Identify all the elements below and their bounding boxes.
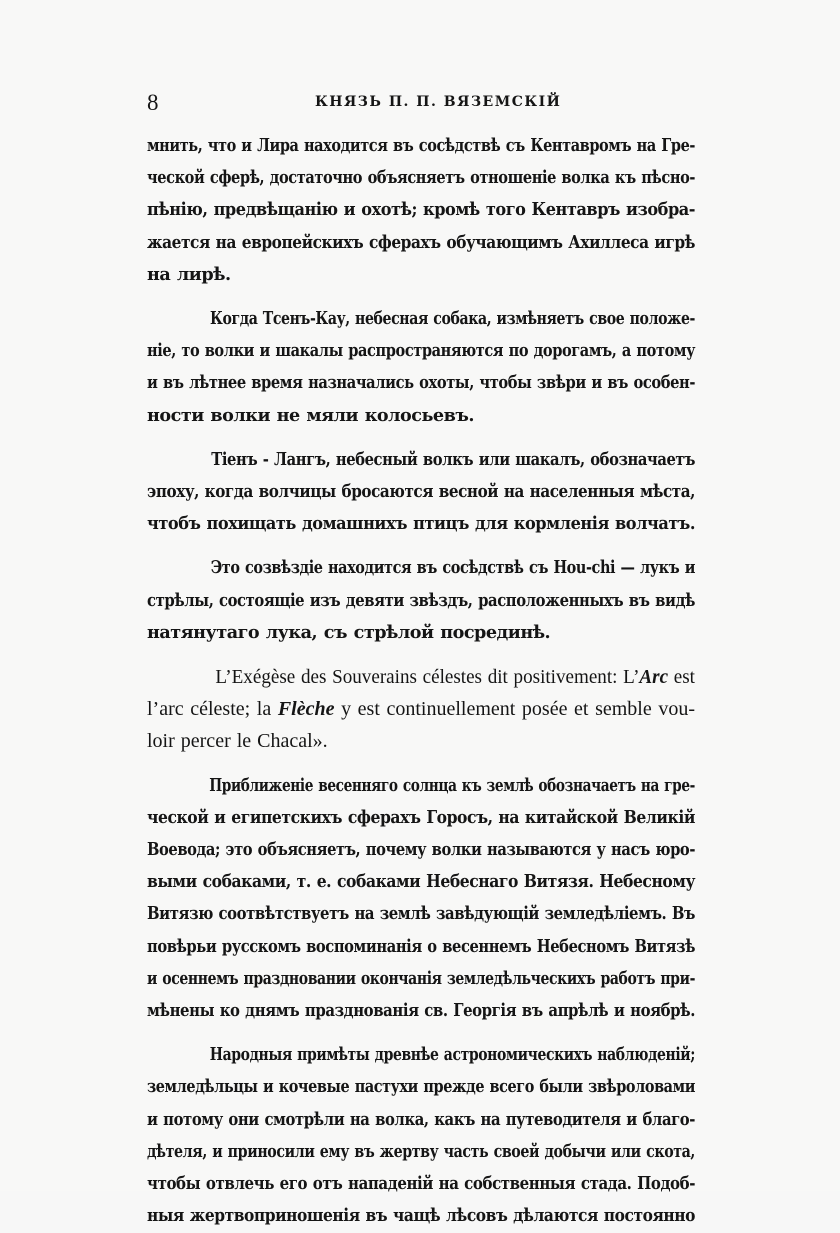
text-segment: l’arc céleste; la: [147, 698, 278, 721]
text-line: Когда Тсенъ-Кау, небесная собака, измѣняетъ свое положе-: [210, 308, 695, 330]
text-line: Это созвѣздіе находится въ сосѣдствѣ съ Hou-chi — лукъ и: [210, 557, 695, 579]
paragraph: [147, 130, 695, 291]
text-line: земледѣльцы и кочевые пастухи прежде всего были звѣроловами: [147, 1076, 696, 1098]
italic-term: Arc: [639, 666, 669, 689]
text-segment: est: [668, 666, 695, 689]
text-line: мнить, что и Лира находится въ сосѣдствѣ съ Кентавромъ на Гре-: [147, 135, 696, 156]
text-line: дѣтеля, и приносили ему въ жертву часть своей добычи или скота,: [147, 1140, 695, 1162]
text-line: повѣрьи русскомъ воспоминанія о весеннемъ Небесномъ Витязѣ: [147, 935, 695, 957]
page-number: 8: [147, 90, 159, 115]
text-line: Воевода; это объясняетъ, почему волки называются у насъ юро-: [147, 839, 696, 861]
text-line: [147, 725, 695, 757]
text-line: на лирѣ.: [147, 263, 231, 285]
text-line: пѣнію, предвѣщанію и охотѣ; кромѣ того Кентавръ изобра-: [147, 199, 696, 221]
page-header: [147, 90, 695, 120]
text-line: жается на европейскихъ сферахъ обучающимъ Ахиллеса игрѣ: [147, 231, 696, 253]
text-line: Народныя примѣты древнѣе астрономическихъ наблюденій;: [209, 1044, 696, 1066]
text-line: Витязю соотвѣтствуетъ на землѣ завѣдующій земледѣліемъ. Въ: [147, 903, 696, 925]
text-line: чтобъ похищать домашнихъ птицъ для кормленія волчатъ.: [147, 513, 695, 535]
text-line: [147, 661, 695, 693]
paragraph-gap: [147, 649, 695, 661]
paragraph: [147, 770, 695, 1028]
text-line: [147, 693, 695, 725]
paragraph-gap: [147, 1027, 695, 1039]
text-line: Приближеніе весенняго солнца къ землѣ обозначаетъ на гре-: [209, 774, 695, 796]
text-line: стрѣлы, состоящіе изъ девяти звѣздъ, расположенныхъ въ видѣ: [147, 589, 696, 611]
text-line: ческой и египетскихъ сферахъ Горосъ, на китайской Великій: [147, 806, 695, 828]
text-line: эпоху, когда волчицы бросаются весной на населенныя мѣста,: [147, 481, 696, 503]
paragraph-gap: [147, 432, 695, 444]
text-line: выми собаками, т. е. собаками Небеснаго Витязя. Небесному: [147, 871, 695, 893]
text-line: ныя жертвоприношенія въ чащѣ лѣсовъ дѣлаются постоянно: [147, 1205, 696, 1227]
text-segment: L’Exégèse des Souverains célestes dit positivement: L’: [215, 666, 640, 689]
text-line: и потому они смотрѣли на волка, какъ на путеводителя и благо-: [147, 1108, 695, 1130]
text-segment: y est continuellement posée et semble vou-: [334, 698, 695, 721]
paragraph-gap: [147, 758, 695, 770]
paragraph-gap: [147, 540, 695, 552]
italic-term: Flèche: [277, 698, 335, 721]
paragraph: [147, 661, 695, 758]
paragraph-gap: [147, 291, 695, 303]
paragraph: [147, 303, 695, 432]
text-line: Тіенъ - Лангъ, небесный волкъ или шакалъ, обозначаетъ: [211, 448, 696, 470]
paragraph: [147, 444, 695, 541]
body-text: [147, 130, 695, 1233]
text-line: чтобы отвлечь его отъ нападеній на собственныя стада. Подоб-: [147, 1173, 696, 1195]
paragraph: [147, 1039, 695, 1232]
text-segment: loir percer le Chacal».: [147, 730, 328, 753]
paragraph: [147, 552, 695, 649]
text-line: натянутаго лука, съ стрѣлой посрединѣ.: [147, 621, 551, 643]
text-line: мѣнены ко днямъ празднованія св. Георгія въ апрѣлѣ и ноябрѣ.: [147, 1000, 695, 1022]
text-line: и осеннемъ праздновании окончанія земледѣльческихъ работъ при-: [147, 967, 696, 989]
text-line: ности волки не мяли колосьевъ.: [147, 404, 474, 426]
text-line: ніе, то волки и шакалы распространяются по дорогамъ, а потому: [147, 340, 696, 362]
text-line: ческой сферѣ, достаточно объясняетъ отношеніе волка къ пѣсно-: [147, 167, 696, 189]
running-head: КНЯЗЬ П. П. ВЯЗЕМСКІЙ: [315, 94, 562, 110]
text-line: и въ лѣтнее время назначались охоты, чтобы звѣри и въ особен-: [147, 372, 695, 394]
